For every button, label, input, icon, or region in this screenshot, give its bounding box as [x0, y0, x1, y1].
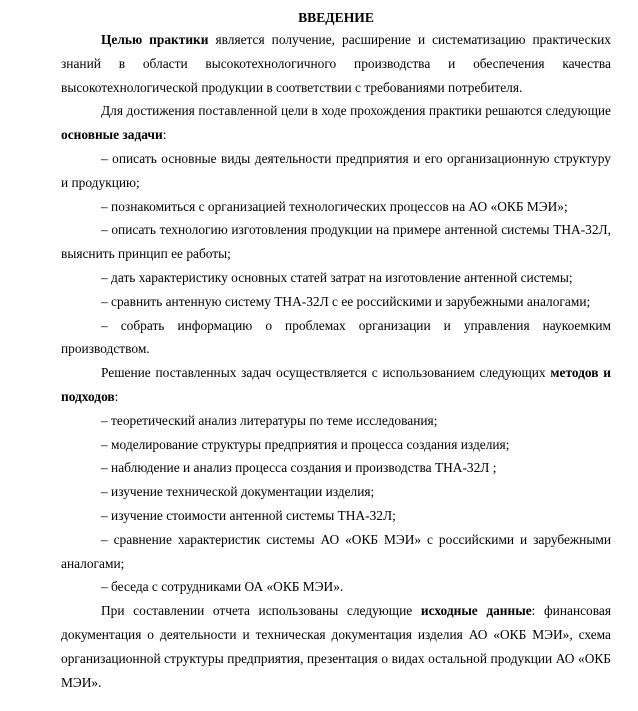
document-heading: ВВЕДЕНИЕ — [298, 10, 374, 25]
list-item-method: – наблюдение и анализ процесса создания и производства ТНА-32Л ; — [101, 460, 497, 476]
methods-intro-tail: : — [114, 388, 119, 404]
tasks-intro-tail: : — [162, 127, 167, 143]
sources-intro-text: При составлении отчета использованы следующие — [101, 603, 421, 619]
sources-bold-term: исходные данные — [420, 603, 532, 619]
list-item-method: – моделирование структуры предприятия и процесса создания изделия; — [101, 436, 510, 452]
sources-text: : финансовая документация о деятельности и техническая документация изделия АО «ОКБ МЭИ», схема организационной структуры предприятия, презентация о видах остальной продукции АО «ОКБ МЭИ». — [61, 603, 612, 690]
tasks-bold-term: основные задачи — [61, 127, 163, 143]
methods-intro-text: Решение поставленных задач осуществляется с использованием следующих — [101, 365, 551, 381]
methods-bold-term: методов и подходов — [61, 365, 611, 404]
document-page — [61, 0, 611, 694]
list-item-method: – сравнение характеристик системы АО «ОКБ МЭИ» с российскими и зарубежными аналогами; — [61, 531, 611, 571]
tasks-intro-text: Для достижения поставленной цели в ходе прохождения практики решаются следующие — [101, 103, 611, 119]
paragraph-goal — [61, 28, 611, 99]
list-item-method: – изучение технической документации изделия; — [101, 484, 375, 500]
list-item-task: – дать характеристику основных статей затрат на изготовление антенной системы; — [101, 269, 573, 285]
list-item-task: – познакомиться с организацией технологических процессов на АО «ОКБ МЭИ»; — [101, 198, 568, 214]
paragraph-sources — [61, 599, 611, 694]
goal-text: является получение, расширение и систематизацию практических знаний в области высокотехнологичного производства и обеспечения качества высокотехнологической продукции в соответствии с требованиями потребителя. — [61, 32, 611, 95]
paragraph-tasks-intro — [61, 99, 611, 147]
paragraph-methods-intro — [61, 361, 611, 409]
list-item-method: – изучение стоимости антенной системы ТНА-32Л; — [101, 507, 396, 523]
list-item-task: – собрать информацию о проблемах организации и управления наукоемким производством. — [61, 317, 611, 357]
list-item-task: – описать основные виды деятельности предприятия и его организационную структуру и продукцию; — [61, 150, 611, 190]
list-item-task: – описать технологию изготовления продукции на примере антенной системы ТНА-32Л, выяснить принцип ее работы; — [61, 222, 611, 262]
list-item-method: – беседа с сотрудниками ОА «ОКБ МЭИ». — [101, 579, 344, 595]
list-item-task: – сравнить антенную систему ТНА-32Л с ее российскими и зарубежными аналогами; — [101, 293, 591, 309]
goal-bold-term: Целью практики — [101, 32, 209, 47]
list-item-method: – теоретический анализ литературы по теме исследования; — [101, 412, 438, 428]
